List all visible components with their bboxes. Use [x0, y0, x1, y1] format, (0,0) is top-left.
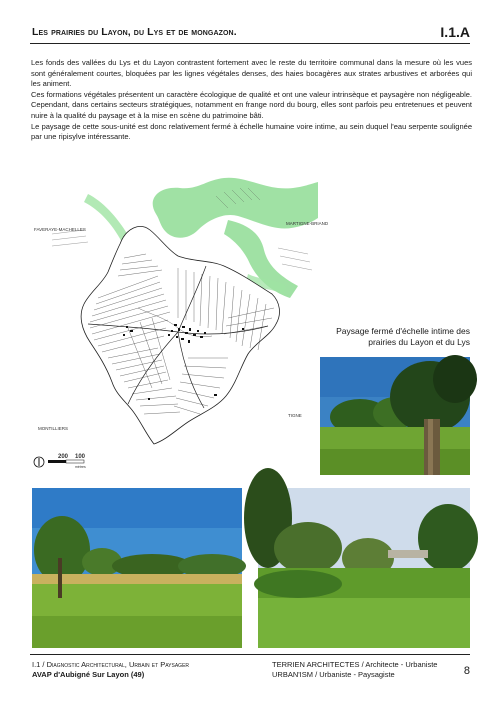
intro-paragraph: Ces formations végétales présentent un caractère écologique de qualité et ont une valeur intrinsèque et paysagère non négligeable. Cependant, dans certains secteurs stratégiques, notamment en frange nord du bourg, elles sont parfois peu entretenues et peuvent nuire à la qualité du paysage et à la mise en scène du patrimoine bâti. — [31, 89, 472, 120]
intro-paragraph: Les fonds des vallées du Lys et du Layon contrastent fortement avec le reste du territoire communal dans la mesure où les vues sont généralement courtes, bloquées par les lignes végétales denses, des haies bocagères aux strates arbustives et arborées qui les animent. — [31, 58, 472, 89]
intro-text — [31, 58, 472, 143]
footer-divider — [30, 654, 470, 655]
scale-label-100: 100 — [75, 454, 86, 460]
map-label-tigne: TIGNE — [288, 413, 302, 418]
header-divider — [30, 43, 470, 44]
footer-architect: TERRIEN ARCHITECTES / Architecte - Urbaniste — [272, 660, 438, 669]
north-icon — [34, 457, 44, 467]
footer-section: I.1 / Diagnostic Architectural, Urbain et Paysager — [32, 660, 190, 669]
section-code: I.1.A — [440, 24, 470, 40]
cadastral-map — [28, 158, 329, 470]
photo-caption: Paysage fermé d'échelle intime des prairies du Layon et du Lys — [336, 326, 470, 347]
scale-unit: mètres — [75, 465, 86, 469]
footer-urbanist: URBAN'ISM / Urbaniste - Paysagiste — [272, 670, 395, 679]
footer-project: AVAP d'Aubigné Sur Layon (49) — [32, 670, 145, 679]
map-label-martigne: MARTIGNE-BRIAND — [286, 221, 329, 226]
map-label-faveraye: FAVERAYE-MACHELLES — [34, 227, 86, 232]
scale-label-200: 200 — [58, 454, 69, 460]
page-title: Les prairies du Layon, du Lys et de mongazon. — [32, 26, 237, 38]
page-number: 8 — [463, 665, 470, 677]
scale-bar — [48, 454, 86, 469]
intro-paragraph: Le paysage de cette sous-unité est donc relativement fermé à échelle humaine voire intime, au sein duquel l'eau serpente soulignée par une ripisylve intéressante. — [31, 121, 472, 142]
wet-meadow-photo — [258, 488, 470, 648]
meadow-photo — [320, 357, 470, 475]
open-meadow-photo — [32, 488, 242, 648]
map-label-montilliers: MONTILLIERS — [38, 426, 69, 431]
